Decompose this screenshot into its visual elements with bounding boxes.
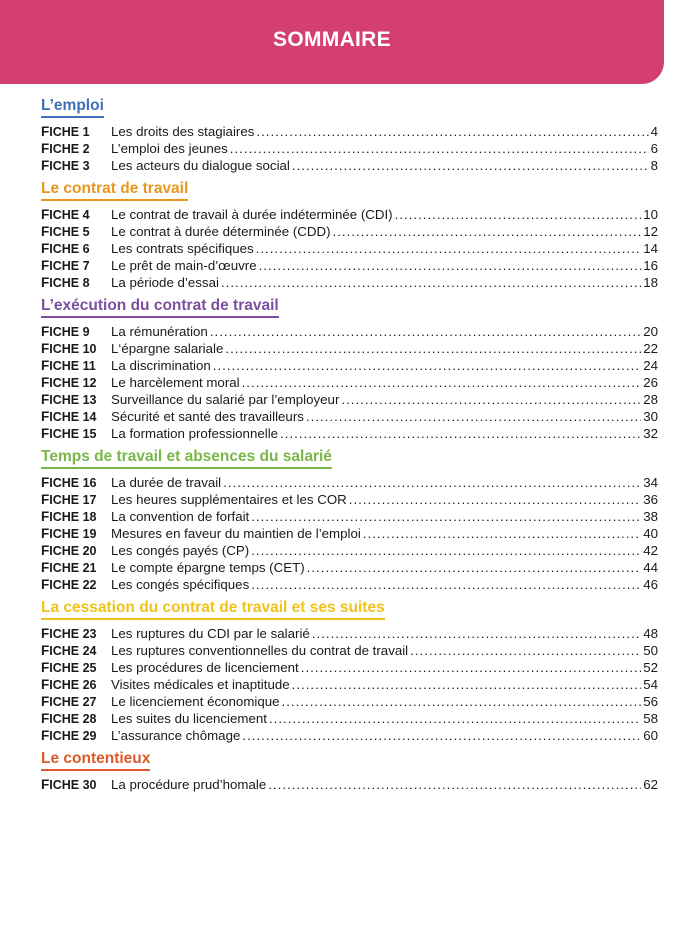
entry-title: Les ruptures du CDI par le salarié — [111, 626, 310, 641]
toc-entry[interactable] — [41, 710, 658, 727]
fiche-number: FICHE 1 — [41, 124, 90, 139]
page-number: 60 — [643, 728, 658, 743]
entry-title: Les congés spécifiques — [111, 577, 250, 592]
toc-entry[interactable] — [41, 776, 658, 793]
toc-entry[interactable] — [41, 206, 658, 223]
toc-entry[interactable] — [41, 274, 658, 291]
toc-entry[interactable] — [41, 123, 658, 140]
page-number: 26 — [643, 375, 658, 390]
fiche-number: FICHE 16 — [41, 475, 97, 490]
dot-leader — [363, 525, 641, 542]
toc-entry[interactable] — [41, 408, 658, 425]
fiche-number: FICHE 30 — [41, 777, 97, 792]
entry-title: La période d’essai — [111, 275, 219, 290]
toc-entry[interactable] — [41, 508, 658, 525]
entry-title: Surveillance du salarié par l’employeur — [111, 392, 340, 407]
page-number: 32 — [643, 426, 658, 441]
page-number: 44 — [643, 560, 658, 575]
page-number: 12 — [643, 224, 658, 239]
fiche-number: FICHE 4 — [41, 207, 90, 222]
toc-entry[interactable] — [41, 340, 658, 357]
fiche-number: FICHE 2 — [41, 141, 90, 156]
page-number: 46 — [643, 577, 658, 592]
toc-section — [41, 96, 658, 174]
fiche-number: FICHE 11 — [41, 358, 96, 373]
fiche-number: FICHE 17 — [41, 492, 97, 507]
toc-entry[interactable] — [41, 642, 658, 659]
fiche-number: FICHE 18 — [41, 509, 97, 524]
dot-leader — [251, 542, 641, 559]
toc-section — [41, 447, 658, 593]
dot-leader — [306, 408, 641, 425]
toc-entry[interactable] — [41, 223, 658, 240]
fiche-number: FICHE 7 — [41, 258, 90, 273]
dot-leader — [349, 491, 641, 508]
page-number: 52 — [643, 660, 658, 675]
toc-entry[interactable] — [41, 727, 658, 744]
entry-title: Visites médicales et inaptitude — [111, 677, 290, 692]
entry-title: Les droits des stagiaires — [111, 124, 255, 139]
entry-title: Le harcèlement moral — [111, 375, 240, 390]
page-number: 22 — [643, 341, 658, 356]
entry-title: Le licenciement économique — [111, 694, 280, 709]
toc-entry[interactable] — [41, 491, 658, 508]
toc-entry[interactable] — [41, 323, 658, 340]
dot-leader — [282, 693, 642, 710]
section-title: Le contentieux — [41, 749, 150, 771]
page-number: 28 — [643, 392, 658, 407]
toc-section — [41, 179, 658, 291]
page-number: 40 — [643, 526, 658, 541]
entry-title: Mesures en faveur du maintien de l’emploi — [111, 526, 361, 541]
fiche-number: FICHE 9 — [41, 324, 90, 339]
page-number: 24 — [643, 358, 658, 373]
fiche-number: FICHE 24 — [41, 643, 97, 658]
dot-leader — [268, 776, 641, 793]
dot-leader — [333, 223, 642, 240]
page-title: SOMMAIRE — [273, 28, 391, 51]
fiche-number: FICHE 28 — [41, 711, 97, 726]
fiche-number: FICHE 10 — [41, 341, 97, 356]
entry-title: Les congés payés (CP) — [111, 543, 250, 558]
page-number: 56 — [643, 694, 658, 709]
toc-entry[interactable] — [41, 625, 658, 642]
dot-leader — [242, 374, 642, 391]
toc-entry[interactable] — [41, 693, 658, 710]
toc-entry[interactable] — [41, 357, 658, 374]
fiche-number: FICHE 6 — [41, 241, 90, 256]
fiche-number: FICHE 25 — [41, 660, 97, 675]
toc-entry[interactable] — [41, 374, 658, 391]
page-number: 34 — [643, 475, 658, 490]
entry-title: Le prêt de main-d’œuvre — [111, 258, 257, 273]
toc-entry[interactable] — [41, 157, 658, 174]
entry-title: Le compte épargne temps (CET) — [111, 560, 305, 575]
fiche-number: FICHE 14 — [41, 409, 97, 424]
fiche-number: FICHE 21 — [41, 560, 97, 575]
page-number: 10 — [643, 207, 658, 222]
page-number: 38 — [643, 509, 658, 524]
page-number: 42 — [643, 543, 658, 558]
dot-leader — [301, 659, 641, 676]
entry-title: Les suites du licenciement — [111, 711, 267, 726]
entry-title: La durée de travail — [111, 475, 222, 490]
fiche-number: FICHE 3 — [41, 158, 90, 173]
section-title: Temps de travail et absences du salarié — [41, 447, 332, 469]
page-number: 8 — [650, 158, 658, 173]
header-banner — [0, 0, 664, 84]
section-title: La cessation du contrat de travail et ses suites — [41, 598, 385, 620]
entry-title: La formation professionnelle — [111, 426, 279, 441]
entry-title: Les contrats spécifiques — [111, 241, 254, 256]
fiche-number: FICHE 19 — [41, 526, 97, 541]
dot-leader — [256, 123, 648, 140]
toc-entry[interactable] — [41, 140, 658, 157]
toc-entry[interactable] — [41, 391, 658, 408]
dot-leader — [251, 576, 641, 593]
page-number: 50 — [643, 643, 658, 658]
fiche-number: FICHE 15 — [41, 426, 97, 441]
entry-title: Le contrat de travail à durée indéterminée (CDI) — [111, 207, 393, 222]
page-number: 18 — [643, 275, 658, 290]
dot-leader — [210, 323, 641, 340]
toc-entry[interactable] — [41, 525, 658, 542]
toc-section — [41, 598, 658, 744]
entry-title: Les ruptures conventionnelles du contrat de travail — [111, 643, 409, 658]
fiche-number: FICHE 23 — [41, 626, 97, 641]
page-number: 48 — [643, 626, 658, 641]
entry-title: Les procédures de licenciement — [111, 660, 299, 675]
dot-leader — [280, 425, 641, 442]
entry-title: L‘épargne salariale — [111, 341, 224, 356]
entry-title: L’assurance chômage — [111, 728, 241, 743]
entry-title: Les acteurs du dialogue social — [111, 158, 290, 173]
toc-entry[interactable] — [41, 542, 658, 559]
dot-leader — [221, 274, 641, 291]
dot-leader — [213, 357, 641, 374]
page-number: 62 — [643, 777, 658, 792]
toc-entry[interactable] — [41, 559, 658, 576]
page-number: 30 — [643, 409, 658, 424]
toc-entry[interactable] — [41, 576, 658, 593]
dot-leader — [395, 206, 642, 223]
toc-entry[interactable] — [41, 240, 658, 257]
fiche-number: FICHE 20 — [41, 543, 97, 558]
entry-title: L’emploi des jeunes — [111, 141, 228, 156]
fiche-number: FICHE 12 — [41, 375, 97, 390]
dot-leader — [269, 710, 641, 727]
fiche-number: FICHE 13 — [41, 392, 97, 407]
entry-title: La rémunération — [111, 324, 208, 339]
entry-title: Le contrat à durée déterminée (CDD) — [111, 224, 331, 239]
dot-leader — [242, 727, 641, 744]
page-number: 20 — [643, 324, 658, 339]
section-title: L’emploi — [41, 96, 104, 118]
entry-title: La procédure prud’homale — [111, 777, 267, 792]
toc-entry[interactable] — [41, 474, 658, 491]
toc-entry[interactable] — [41, 425, 658, 442]
dot-leader — [312, 625, 641, 642]
page-number: 4 — [650, 124, 658, 139]
page-number: 58 — [643, 711, 658, 726]
entry-title: La convention de forfait — [111, 509, 250, 524]
page-number: 6 — [650, 141, 658, 156]
table-of-contents — [41, 96, 658, 793]
dot-leader — [223, 474, 641, 491]
dot-leader — [292, 157, 649, 174]
page-number: 14 — [643, 241, 658, 256]
page-number: 16 — [643, 258, 658, 273]
toc-section — [41, 749, 658, 793]
page-number: 36 — [643, 492, 658, 507]
entry-title: Sécurité et santé des travailleurs — [111, 409, 304, 424]
dot-leader — [292, 676, 642, 693]
fiche-number: FICHE 27 — [41, 694, 97, 709]
dot-leader — [225, 340, 641, 357]
dot-leader — [259, 257, 642, 274]
fiche-number: FICHE 8 — [41, 275, 90, 290]
section-title: L’exécution du contrat de travail — [41, 296, 279, 318]
dot-leader — [341, 391, 641, 408]
fiche-number: FICHE 29 — [41, 728, 97, 743]
fiche-number: FICHE 5 — [41, 224, 90, 239]
entry-title: Les heures supplémentaires et les COR — [111, 492, 347, 507]
entry-title: La discrimination — [111, 358, 211, 373]
fiche-number: FICHE 22 — [41, 577, 97, 592]
toc-section — [41, 296, 658, 442]
toc-entry[interactable] — [41, 257, 658, 274]
page-number: 54 — [643, 677, 658, 692]
section-title: Le contrat de travail — [41, 179, 188, 201]
dot-leader — [230, 140, 649, 157]
toc-entry[interactable] — [41, 659, 658, 676]
fiche-number: FICHE 26 — [41, 677, 97, 692]
dot-leader — [410, 642, 641, 659]
dot-leader — [251, 508, 641, 525]
toc-entry[interactable] — [41, 676, 658, 693]
dot-leader — [307, 559, 642, 576]
dot-leader — [256, 240, 642, 257]
